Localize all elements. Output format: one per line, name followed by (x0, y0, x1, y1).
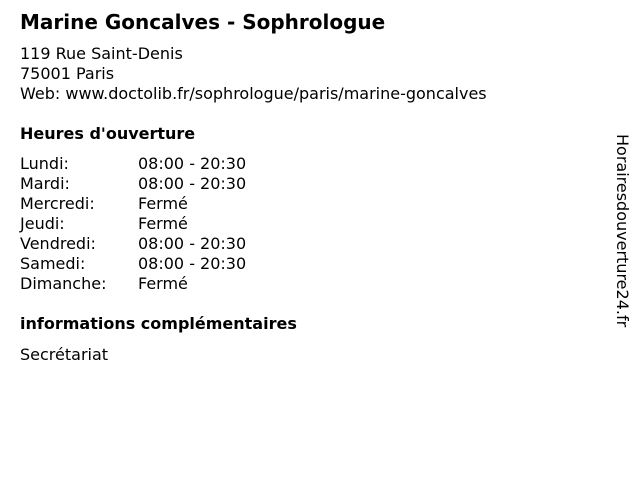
day-label: Samedi: (20, 254, 86, 273)
hours-value: Fermé (138, 194, 188, 213)
day-label: Jeudi: (20, 214, 65, 233)
website: Web: www.doctolib.fr/sophrologue/paris/marine-goncalves (20, 84, 487, 103)
hours-row-wednesday (20, 194, 246, 214)
hours-row-tuesday (20, 174, 246, 194)
hours-row-thursday (20, 214, 246, 234)
hours-value: 08:00 - 20:30 (138, 254, 247, 273)
opening-hours-heading: Heures d'ouverture (20, 124, 196, 143)
page-title: Marine Goncalves - Sophrologue (20, 10, 386, 34)
address-city: 75001 Paris (20, 64, 115, 83)
hours-value: Fermé (138, 214, 188, 233)
day-label: Mardi: (20, 174, 70, 193)
hours-value: 08:00 - 20:30 (138, 154, 247, 173)
hours-value: Fermé (138, 274, 188, 293)
day-label: Vendredi: (20, 234, 96, 253)
additional-info-heading: informations complémentaires (20, 314, 297, 333)
hours-row-friday (20, 234, 246, 254)
hours-row-monday (20, 154, 246, 174)
opening-hours-list (20, 154, 246, 294)
additional-info-text: Secrétariat (20, 345, 109, 364)
hours-value: 08:00 - 20:30 (138, 234, 247, 253)
hours-row-saturday (20, 254, 246, 274)
site-watermark: Horairesdouverture24.fr (613, 134, 632, 328)
day-label: Dimanche: (20, 274, 107, 293)
address-street: 119 Rue Saint-Denis (20, 44, 183, 63)
hours-row-sunday (20, 274, 246, 294)
day-label: Lundi: (20, 154, 69, 173)
address-block (20, 44, 487, 104)
hours-value: 08:00 - 20:30 (138, 174, 247, 193)
day-label: Mercredi: (20, 194, 95, 213)
